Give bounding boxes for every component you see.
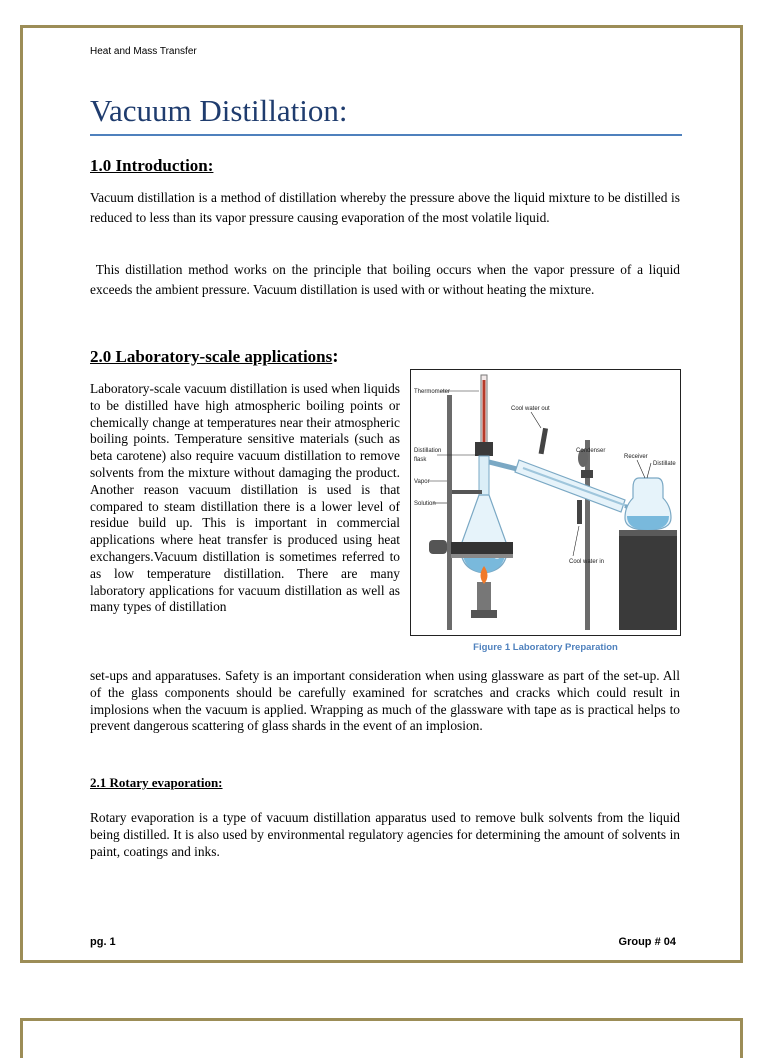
ring-support [451, 554, 513, 558]
page-title: Vacuum Distillation: [90, 93, 348, 128]
figure-laboratory-preparation [410, 369, 681, 636]
receiver-stand [619, 530, 677, 630]
thermometer-stopper [475, 442, 493, 456]
lab-heading-text: 2.0 Laboratory-scale applications [90, 347, 333, 366]
burner [477, 582, 491, 612]
distillation-apparatus-illustration [411, 370, 680, 635]
subsection-heading-rotary-evaporation: 2.1 Rotary evaporation: [90, 775, 223, 790]
stand-rod-left [447, 395, 452, 630]
running-header: Heat and Mass Transfer [90, 46, 197, 57]
label-distillate: Distillate [653, 461, 676, 467]
thermometer-mercury [483, 380, 486, 442]
clamp-knob [429, 540, 447, 554]
receiver-stand-top [619, 530, 677, 536]
section-heading-introduction: 1.0 Introduction: [90, 156, 214, 175]
intro-paragraph-1: Vacuum distillation is a method of distillation whereby the pressure above the liquid mixture to be distilled is reduced to less than its vapor pressure causing evaporation of the most volatile liquid. [90, 190, 680, 225]
section-heading-laboratory [90, 346, 339, 368]
lab-paragraph-column: Laboratory-scale vacuum distillation is used when liquids to be distilled have high atmospheric boiling points or chemically change at temperatures near their atmospheric boiling points. Temperature sensitive materials (such as beta carotene) also require vacuum distillation to remove solvents from the mixture without damaging the product. Another reason vacuum distillation is used is that compared to steam distillation there is a lower level of residue build up. This is important in commercial applications where heat transfer is produced using heat exchangers.Vacuum distillation is sometimes referred to as low temperature distillation. There are many laboratory applications for vacuum distillation as well as many types of distillation [90, 381, 400, 615]
condenser-inner-tube [523, 468, 627, 506]
cool-water-out-tube [539, 428, 548, 454]
intro-paragraph-2: This distillation method works on the principle that boiling occurs when the vapor pressure of a liquid exceeds the ambient pressure. Vacuum distillation is used with or without heating the mixture. [90, 262, 684, 297]
footer-group: Group # 04 [618, 936, 676, 948]
next-page-border [20, 1018, 743, 1058]
label-thermometer: Thermometer [414, 389, 451, 395]
figure-caption: Figure 1 Laboratory Preparation [473, 642, 618, 653]
document-page [20, 25, 743, 963]
label-distillation-flask-line2: flask [414, 457, 427, 463]
label-cool-water-in: Cool water in [569, 559, 605, 565]
label-cool-water-out: Cool water out [511, 406, 550, 412]
footer-page-number: pg. 1 [90, 936, 116, 948]
stand-rod-right [585, 440, 590, 630]
title-underline-rule [90, 134, 682, 136]
condenser-clamp [581, 470, 593, 478]
rotary-paragraph: Rotary evaporation is a type of vacuum distillation apparatus used to remove bulk solvents from the liquid being distilled. It is also used by environmental regulatory agencies for determining the amount of solvents in paint, coatings and inks. [90, 810, 680, 859]
cool-water-in-tube [577, 500, 582, 524]
label-distillation-flask-line1: Distillation [414, 448, 442, 454]
wire-gauze [451, 542, 513, 554]
label-solution: Solution [414, 501, 436, 507]
label-condenser: Condenser [576, 448, 606, 454]
lab-heading-colon: : [332, 346, 339, 367]
flask-clamp-arm [452, 490, 482, 494]
label-vapor: Vapor [414, 479, 430, 485]
burner-base [471, 610, 497, 618]
lab-paragraph-full: set-ups and apparatuses. Safety is an important consideration when using glassware as part of the set-up. All of the glass components should be carefully examined for scratches and cracks which could result in implosions when the vacuum is applied. Wrapping as much of the glassware with tape as is practical helps to prevent dangerous scattering of glass shards in the event of an implosion. [90, 668, 680, 734]
label-receiver: Receiver [624, 454, 648, 460]
